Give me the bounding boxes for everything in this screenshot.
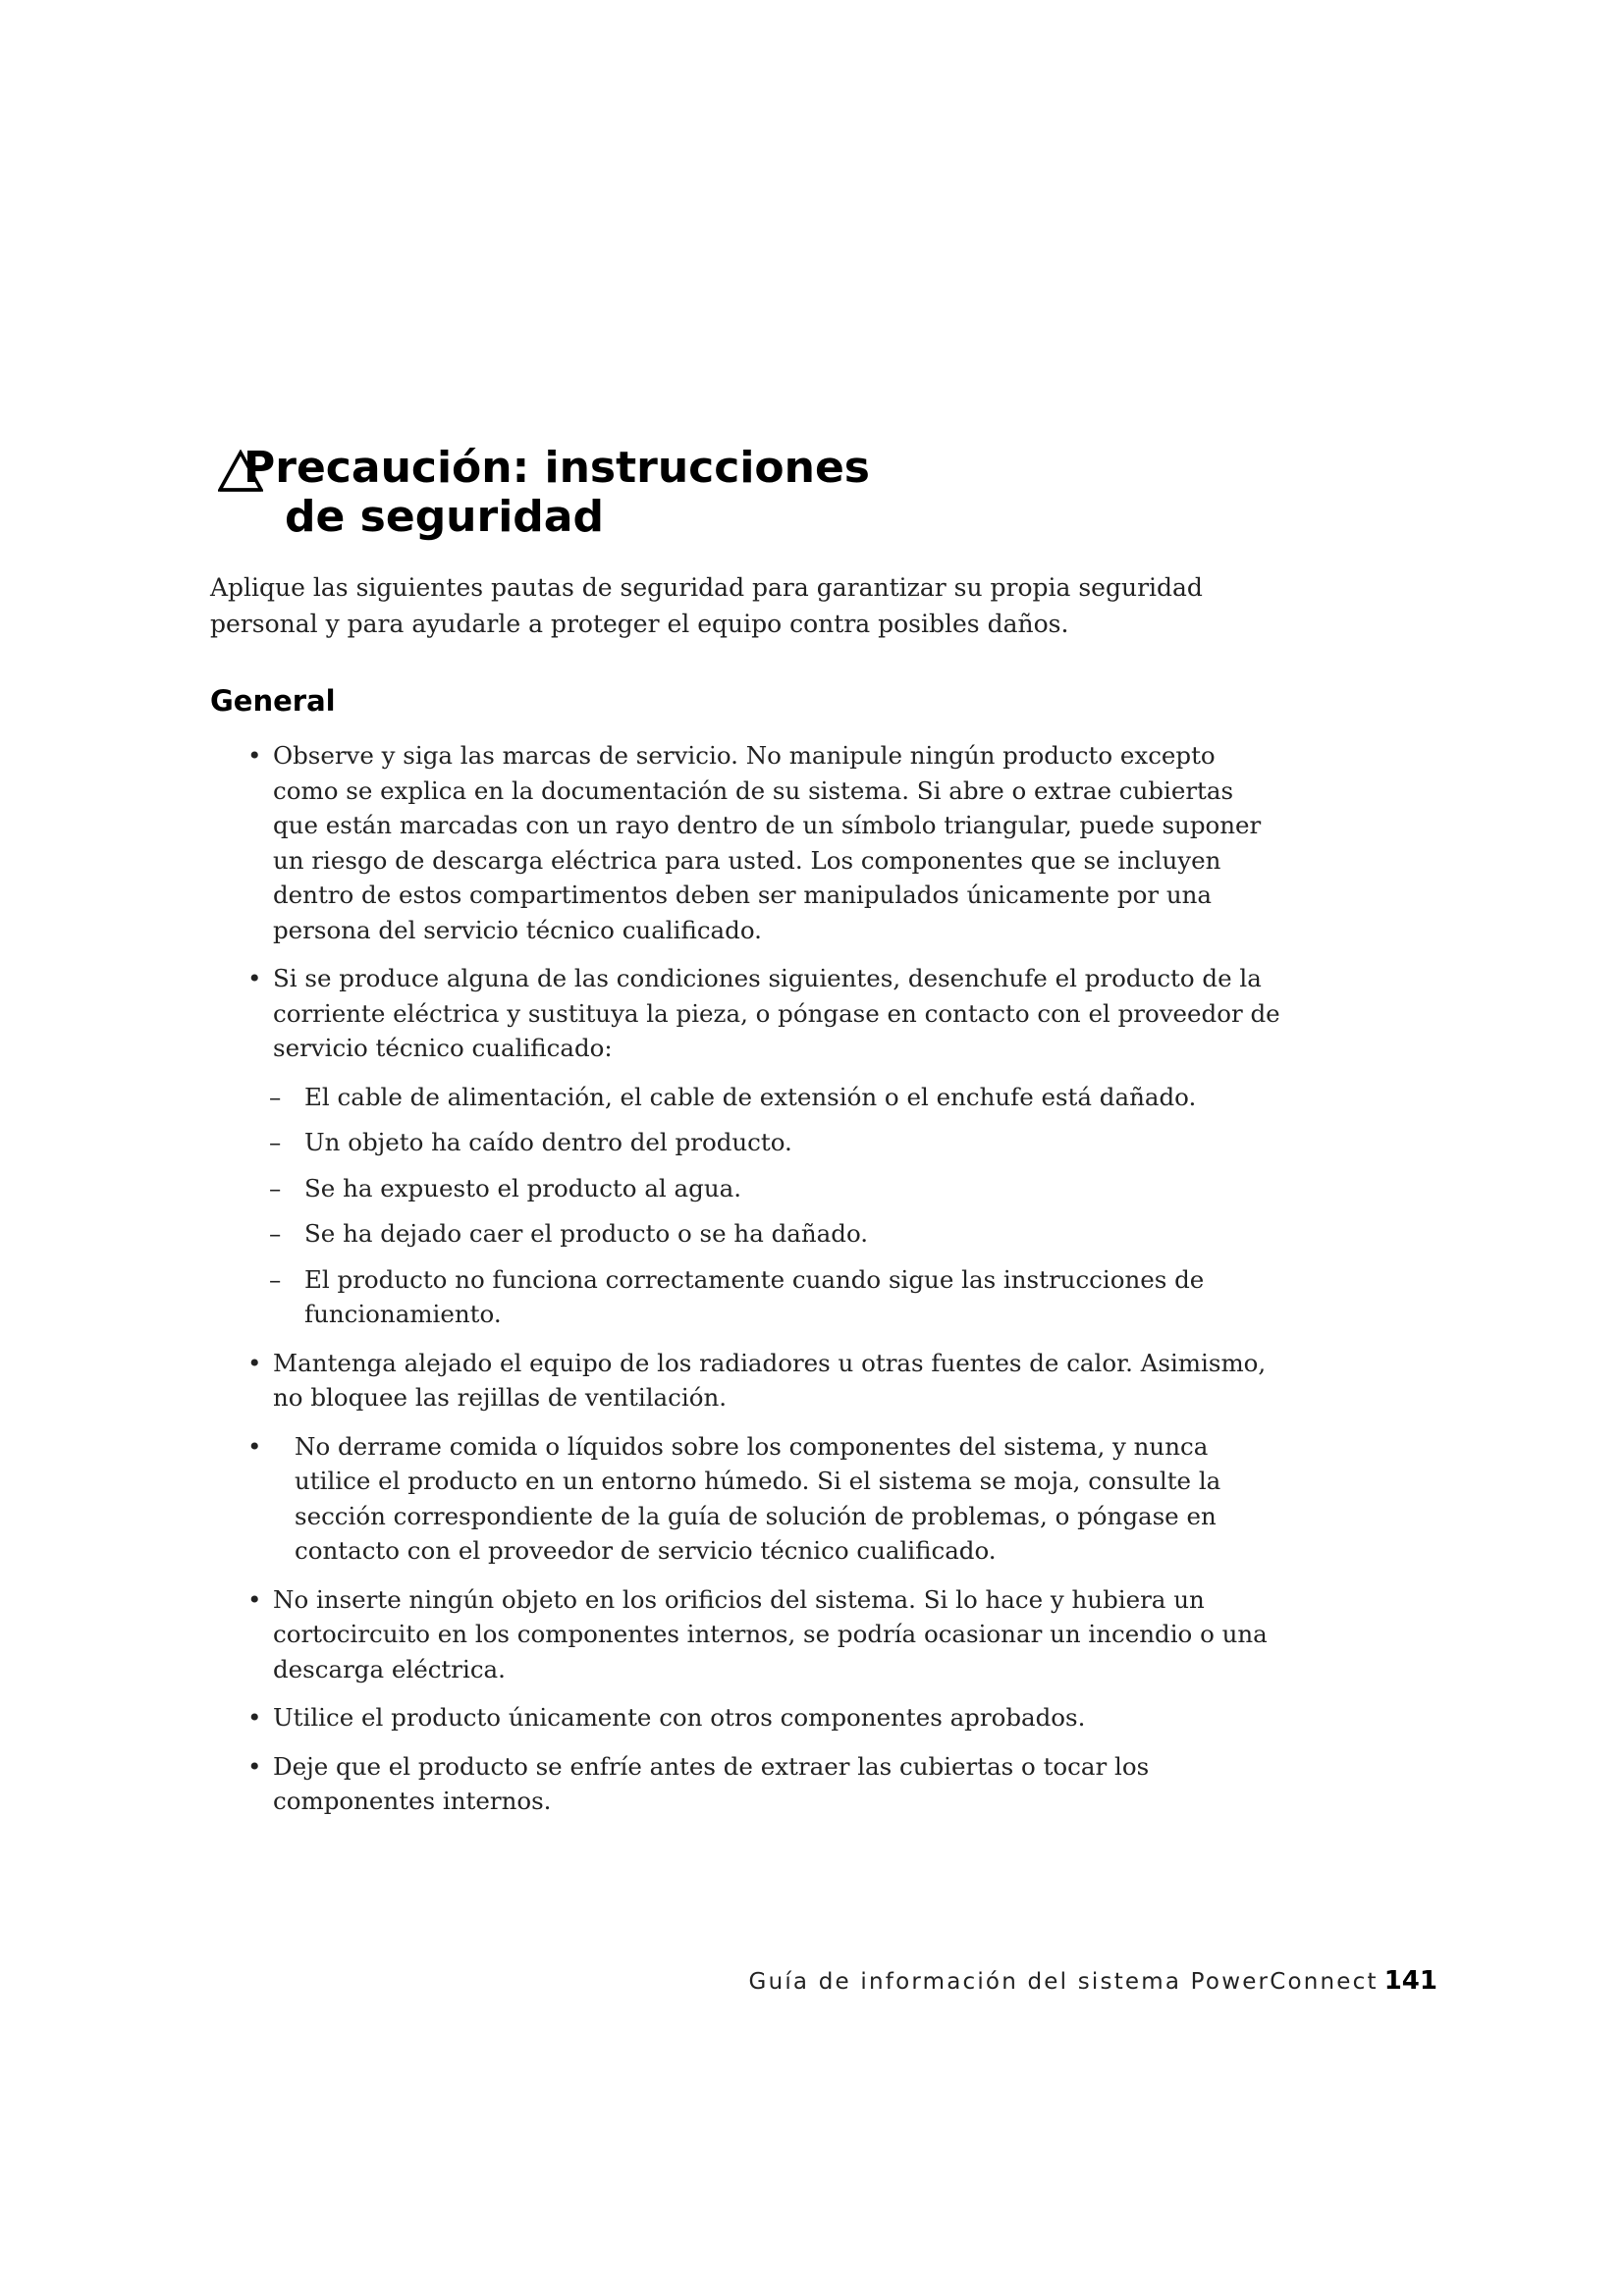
footer-text: Guía de información del sistema PowerConnect: [748, 1969, 1379, 1995]
section-heading: General: [210, 684, 336, 718]
sublist-item-text: Se ha dejado caer el producto o se ha dañado.: [304, 1219, 869, 1248]
bullet-icon: •: [247, 1703, 262, 1732]
list-item-text: No derrame comida o líquidos sobre los componentes del sistema, y nunca utilice el producto en un entorno húmedo. Si el sistema se moja, consulte la sección correspondiente de la guía de solución de problemas, o póngase en contacto con el proveedor de servicio técnico cualificado.: [295, 1431, 1221, 1565]
list-item: [210, 738, 1280, 947]
dash-icon: –: [269, 1264, 282, 1294]
title-line-1-text: Precaución: instrucciones: [244, 443, 870, 493]
list-item: [210, 961, 1280, 1332]
list-item: [210, 1749, 1280, 1819]
sublist-item: [245, 1080, 1280, 1115]
sublist-item-text: El producto no funciona correctamente cuando sigue las instrucciones de funcionamiento.: [304, 1264, 1205, 1328]
page-footer: [749, 1966, 1437, 1997]
list-item: [210, 1346, 1280, 1415]
list-item-text: Si se produce alguna de las condiciones siguientes, desenchufe el producto de la corriente eléctrica y sustituya la pieza, o póngase en contacto con el proveedor de servicio técnico cualificado:: [273, 964, 1280, 1062]
list-item-text: No inserte ningún objeto en los orificios del sistema. Si lo hace y hubiera un cortocircuito en los componentes internos, se podría ocasionar un incendio o una descarga eléctrica.: [273, 1584, 1268, 1683]
bullet-icon: •: [247, 1348, 262, 1377]
sublist-item-text: Un objeto ha caído dentro del producto.: [304, 1128, 792, 1156]
title-line-2: de seguridad: [285, 492, 604, 542]
sublist-item-text: Se ha expuesto el producto al agua.: [304, 1173, 742, 1202]
list-item: [210, 1582, 1280, 1687]
title-line-1: [214, 444, 1196, 493]
list-item: [210, 1429, 1280, 1569]
bullet-icon: •: [247, 964, 262, 992]
dash-icon: –: [269, 1173, 282, 1202]
sublist-item-text: El cable de alimentación, el cable de extensión o el enchufe está dañado.: [304, 1082, 1197, 1111]
list-item-text: Deje que el producto se enfríe antes de extraer las cubiertas o tocar los componentes internos.: [273, 1751, 1150, 1815]
sublist-item: [245, 1171, 1280, 1206]
list-item: [210, 1700, 1280, 1735]
dash-icon: –: [269, 1128, 282, 1156]
sublist-item: [245, 1125, 1280, 1160]
safety-list: [210, 738, 1280, 1833]
list-item-text: Utilice el producto únicamente con otros componentes aprobados.: [273, 1703, 1086, 1732]
conditions-sublist: [245, 1080, 1280, 1332]
sublist-item: [245, 1216, 1280, 1252]
bullet-icon: •: [247, 1751, 262, 1781]
dash-icon: –: [269, 1219, 282, 1248]
intro-paragraph: Aplique las siguientes pautas de seguridad para garantizar su propia seguridad personal y para ayudarle a proteger el equipo contra posibles daños.: [210, 573, 1203, 638]
list-item-text: Mantenga alejado el equipo de los radiadores u otras fuentes de calor. Asimismo, no bloquee las rejillas de ventilación.: [273, 1348, 1267, 1412]
page-title: [214, 444, 1196, 542]
dash-icon: –: [269, 1082, 282, 1111]
bullet-icon: •: [247, 1584, 262, 1614]
warning-triangle-icon: [218, 450, 263, 493]
page-number: 141: [1383, 1966, 1437, 1996]
bullet-icon: •: [247, 741, 262, 770]
sublist-item: [245, 1262, 1280, 1332]
list-item-text: Observe y siga las marcas de servicio. No manipule ningún producto excepto como se explica en la documentación de su sistema. Si abre o extrae cubiertas que están marcadas con un rayo dentro de un símbolo triangular, puede suponer un riesgo de descarga eléctrica para usted. Los componentes que se incluyen dentro de estos compartimentos deben ser manipulados únicamente por una persona del servicio técnico cualificado.: [273, 741, 1262, 944]
bullet-icon: •: [247, 1431, 262, 1461]
